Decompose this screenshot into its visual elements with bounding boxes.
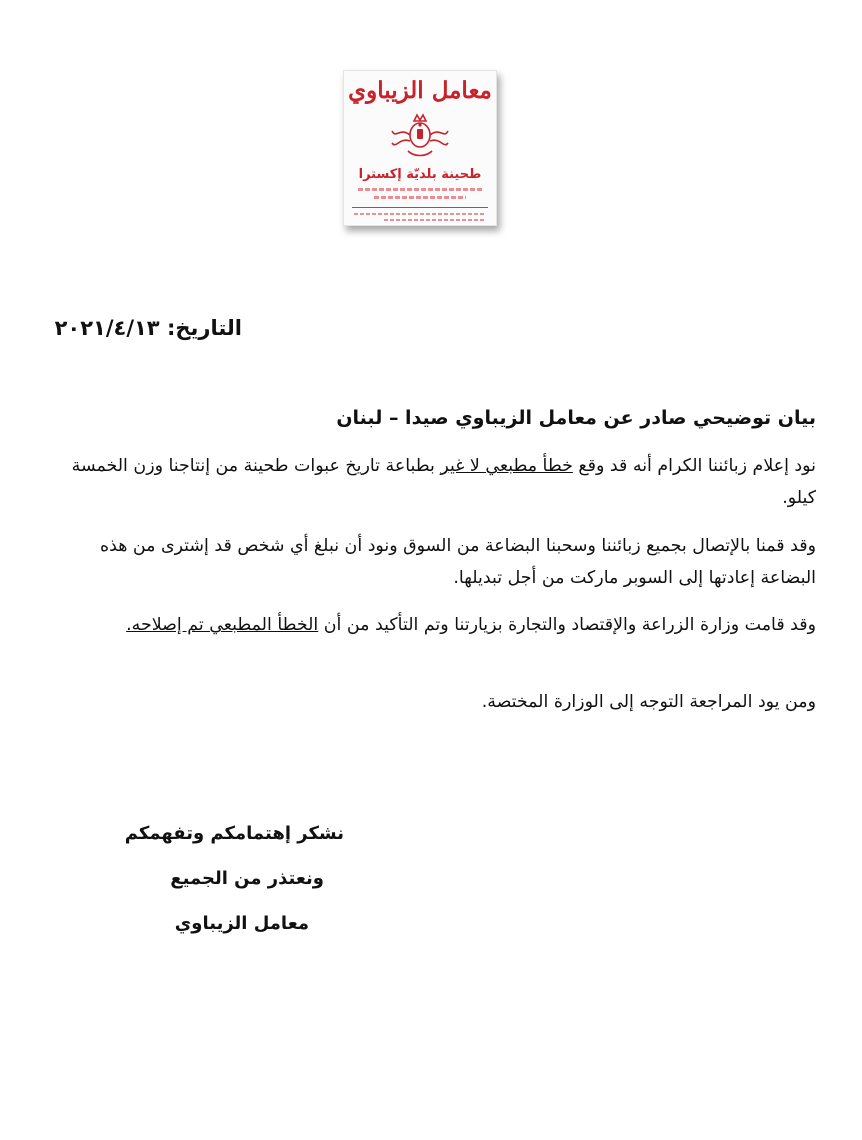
paragraph-text: بطباعة تاريخ عبوات طحينة من إنتاجنا وزن الخمسة كيلو. xyxy=(71,456,816,508)
statement-heading: بيان توضيحي صادر عن معامل الزيباوي صيدا – لبنان xyxy=(336,407,816,429)
paragraph-recall: وقد قمنا بالإتصال بجميع زبائننا وسحبنا البضاعة من السوق ونود أن نبلغ أي شخص قد إشترى من هذه البضاعة إعادتها إلى السوبر ماركت من أجل تبديلها. xyxy=(99,536,816,588)
date-label: التاريخ: xyxy=(166,316,242,340)
logo-fine-print xyxy=(374,196,466,199)
logo-address-print xyxy=(354,213,486,215)
paragraph-notice xyxy=(46,450,816,514)
underlined-text: الخطأ المطبعي تم إصلاحه. xyxy=(126,615,319,635)
closing-thanks: نشكر إهتمامكم وتفهمكم xyxy=(124,823,344,844)
logo-divider xyxy=(352,207,488,208)
paragraph-ministry xyxy=(46,609,816,641)
logo-fine-print xyxy=(358,188,482,191)
paragraph-text: وقد قامت وزارة الزراعة والإقتصاد والتجارة بزيارتنا وتم التأكيد من أن xyxy=(318,615,816,635)
closing-apology: ونعتذر من الجميع xyxy=(170,868,324,889)
closing-signature: معامل الزيباوي xyxy=(174,913,309,934)
logo-brand-name: معامل الزيباوي xyxy=(348,77,492,104)
company-logo xyxy=(343,70,497,226)
document-date xyxy=(2,316,242,340)
underlined-text: خطأ مطبعي لا غير xyxy=(440,456,573,476)
crest-emblem-icon xyxy=(388,105,452,165)
logo-product-name: طحينة بلديّة إكسترا xyxy=(358,167,482,182)
paragraph-text: نود إعلام زبائننا الكرام أنه قد وقع xyxy=(572,456,816,476)
paragraph-contact: ومن يود المراجعة التوجه إلى الوزارة المختصة. xyxy=(481,692,816,712)
logo-address-print xyxy=(384,219,486,221)
date-value: ٢٠٢١/٤/١٣ xyxy=(54,316,160,340)
